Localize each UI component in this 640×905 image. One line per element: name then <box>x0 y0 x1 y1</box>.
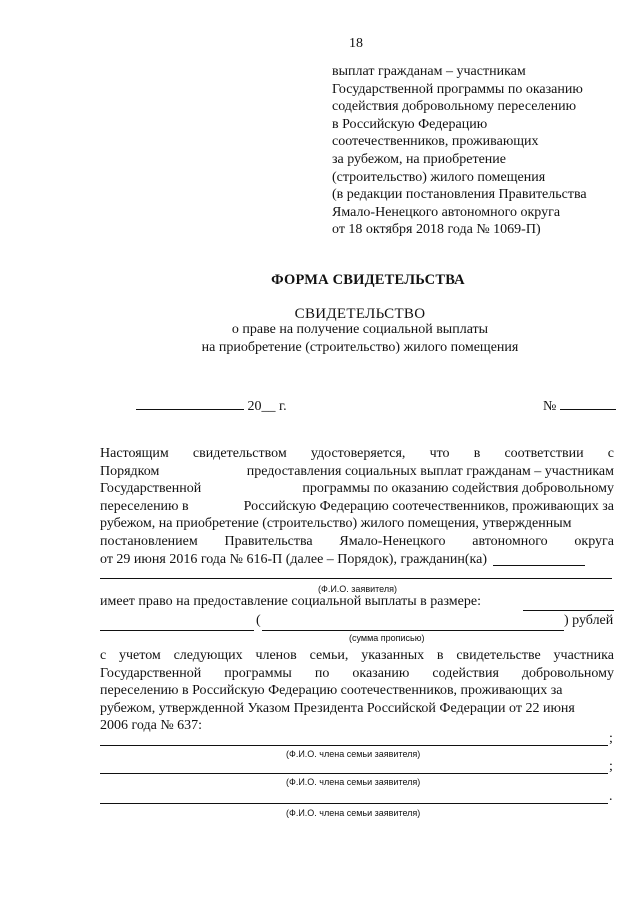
header-line: выплат гражданам – участникам <box>332 64 526 79</box>
family-member-line-1 <box>100 745 608 746</box>
word: участника <box>553 648 614 663</box>
word: указанных <box>361 648 425 663</box>
word: добровольному <box>521 665 614 681</box>
amount-currency: ) рублей <box>564 613 614 628</box>
text-line <box>100 445 614 463</box>
word: удостоверяется, <box>310 446 406 461</box>
amount-words-line <box>262 630 564 631</box>
caption-family-member: (Ф.И.О. члена семьи заявителя) <box>286 808 421 818</box>
header-line: содействия добровольному переселению <box>332 99 577 115</box>
member-separator: ; <box>609 731 613 746</box>
word: с <box>607 446 614 461</box>
word: семьи, <box>309 648 349 663</box>
word: Государственной <box>100 481 202 497</box>
word: свидетельством <box>192 446 287 461</box>
number-blank <box>560 395 616 410</box>
certificate-subtitle: о праве на получение социальной выплаты <box>231 322 489 337</box>
member-separator: ; <box>609 759 613 774</box>
date-blank <box>136 395 244 410</box>
applicant-name-line <box>100 578 612 579</box>
text-line <box>100 682 614 700</box>
word: оказанию <box>352 665 410 681</box>
word: содействия <box>432 665 499 681</box>
word: программы <box>224 665 292 681</box>
word: свидетельстве <box>456 648 541 663</box>
header-line: Государственной программы по оказанию <box>332 81 583 97</box>
caption-family-member: (Ф.И.О. члена семьи заявителя) <box>286 777 421 787</box>
certificate-number-field <box>543 395 616 415</box>
text-line-content: 2006 года № 637: <box>100 718 203 734</box>
header-line: соотечественников, проживающих <box>332 134 539 150</box>
word: предоставления социальных выплат гражданам – участникам <box>246 463 614 479</box>
word: что <box>429 446 450 461</box>
certificate-subtitle: на приобретение (строительство) жилого помещения <box>201 340 519 355</box>
word: переселению в <box>100 498 189 514</box>
header-line: (в редакции постановления Правительства <box>332 187 587 203</box>
document-header-reference <box>332 63 587 239</box>
word: соответствии <box>504 446 584 461</box>
header-line: от 18 октября 2018 года № 1069-П) <box>332 222 541 238</box>
word: Настоящим <box>100 446 169 461</box>
entitlement-text: имеет право на предоставление социальной выплаты в размере: <box>100 594 481 609</box>
word: Правительства <box>224 533 313 549</box>
amount-open-paren: ( <box>256 613 261 628</box>
text-line <box>100 717 614 735</box>
word: рубежом, утвержденной Указом Президента Российской Федерации от 22 июня <box>100 700 575 716</box>
text-line <box>100 463 614 481</box>
text-line <box>100 515 614 533</box>
certificate-title: СВИДЕТЕЛЬСТВО <box>294 306 426 322</box>
applicant-name-blank <box>493 551 585 566</box>
amount-digits-line <box>523 610 614 611</box>
amount-line <box>100 630 254 631</box>
word: с <box>100 648 107 663</box>
text-line-content: от 29 июня 2016 года № 616-П (далее – Порядок), гражданин(ка) <box>100 551 488 567</box>
word: Государственной <box>100 665 202 681</box>
word: Порядком <box>100 463 160 479</box>
word: рубежом, на приобретение (строительство) жилого помещения, утвержденным <box>100 516 572 532</box>
header-line: за рубежом, на приобретение <box>332 151 507 167</box>
word: членов <box>255 648 297 663</box>
issue-date-field <box>136 395 287 415</box>
word: Ямало-Ненецкого <box>339 533 446 549</box>
text-line <box>100 480 614 498</box>
header-line: (строительство) жилого помещения <box>332 169 546 185</box>
header-line: в Российскую Федерацию <box>332 116 488 132</box>
form-title: ФОРМА СВИДЕТЕЛЬСТВА <box>271 272 465 288</box>
word: в <box>473 446 481 461</box>
certificate-body-paragraph <box>100 445 614 568</box>
word: автономного <box>472 533 548 549</box>
text-line <box>100 498 614 516</box>
text-line <box>100 533 614 551</box>
caption-sum-in-words: (сумма прописью) <box>349 633 425 643</box>
caption-applicant-name: (Ф.И.О. заявителя) <box>318 584 397 594</box>
page-number: 18 <box>349 36 363 51</box>
text-line <box>100 665 614 683</box>
word: постановлением <box>100 533 198 549</box>
word: по <box>314 665 330 681</box>
text-line <box>100 647 614 665</box>
text-line <box>100 551 614 569</box>
family-member-line-2 <box>100 773 608 774</box>
word: следующих <box>173 648 243 663</box>
word: Российскую Федерацию соотечественников, проживающих за <box>243 498 614 514</box>
family-members-paragraph <box>100 647 614 735</box>
word: переселению в Российскую Федерацию соотечественников, проживающих за <box>100 683 563 699</box>
header-line: Ямало-Ненецкого автономного округа <box>332 204 561 220</box>
member-end: . <box>609 789 613 804</box>
date-year-text: 20__ г. <box>247 399 287 414</box>
family-member-line-3 <box>100 803 608 804</box>
caption-family-member: (Ф.И.О. члена семьи заявителя) <box>286 749 421 759</box>
text-line <box>100 700 614 718</box>
word: учетом <box>119 648 161 663</box>
word: в <box>436 648 444 663</box>
word: программы по оказанию содействия добровольному <box>302 481 614 497</box>
word: округа <box>574 533 614 549</box>
number-label: № <box>543 399 557 414</box>
